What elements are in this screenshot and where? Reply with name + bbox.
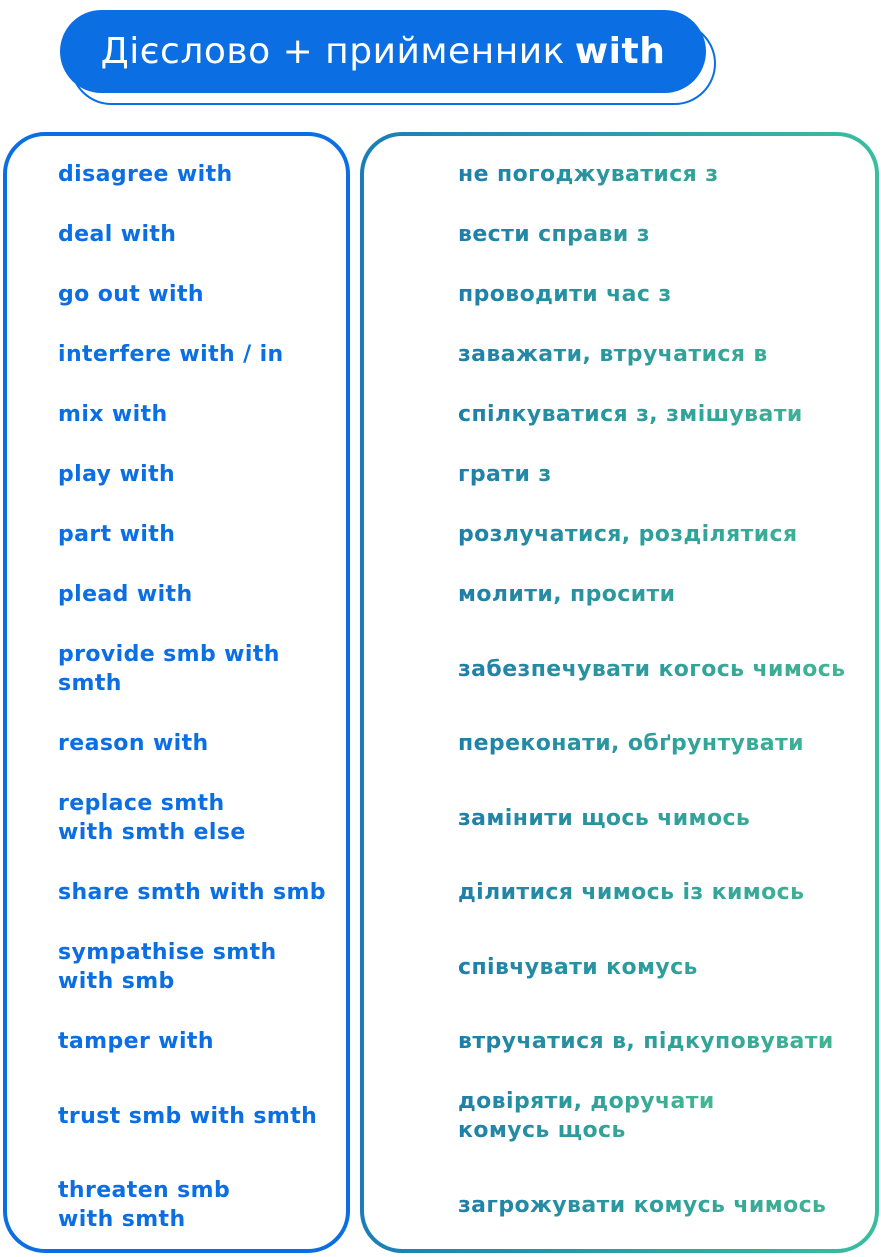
verb-en: replace smth with smth else	[58, 791, 246, 845]
verb-ua: спілкуватися з, змішувати	[458, 400, 868, 429]
verb-ua: співчувати комусь	[458, 938, 868, 996]
verb-ua: не погоджуватися з	[458, 160, 868, 189]
verb-ua: загрожувати комусь чимось	[458, 1176, 868, 1234]
verb-en: go out with	[58, 282, 204, 307]
verb-ua: втручатися в, підкуповувати	[458, 1027, 868, 1056]
verb-ua: замінити щось чимось	[458, 789, 868, 847]
verb-ua: забезпечувати когось чимось	[458, 640, 868, 698]
title-pill	[60, 10, 706, 93]
verb-ua: довіряти, доручати комусь щось	[458, 1087, 718, 1145]
verb-en: share smth with smb	[58, 880, 326, 905]
verb-ua: переконати, обґрунтувати	[458, 729, 868, 758]
verb-en: disagree with	[58, 162, 233, 187]
verb-en: interfere with / in	[58, 342, 284, 367]
verb-en: play with	[58, 462, 176, 487]
verb-ua: грати з	[458, 460, 868, 489]
verb-en: part with	[58, 522, 176, 547]
verb-ua: проводити час з	[458, 280, 868, 309]
verb-ua: вести справи з	[458, 220, 868, 249]
verb-en: sympathise smth with smb	[58, 940, 277, 994]
verb-en: plead with	[58, 582, 193, 607]
verb-ua: ділитися чимось із кимось	[458, 878, 868, 907]
verb-en: threaten smb with smth	[58, 1178, 231, 1232]
verb-en: deal with	[58, 222, 177, 247]
title-main: Дієслово + прийменник	[100, 31, 565, 72]
verb-en: trust smb with smth	[58, 1103, 318, 1129]
verb-ua: заважати, втручатися в	[458, 340, 868, 369]
verb-en: tamper with	[58, 1029, 214, 1054]
verb-en: mix with	[58, 402, 168, 427]
title-bold: with	[574, 31, 666, 72]
verb-ua: розлучатися, розділятися	[458, 520, 868, 549]
verb-en: reason with	[58, 731, 209, 756]
verb-en: provide smb with smth	[58, 642, 280, 696]
verb-ua: молити, просити	[458, 580, 868, 609]
